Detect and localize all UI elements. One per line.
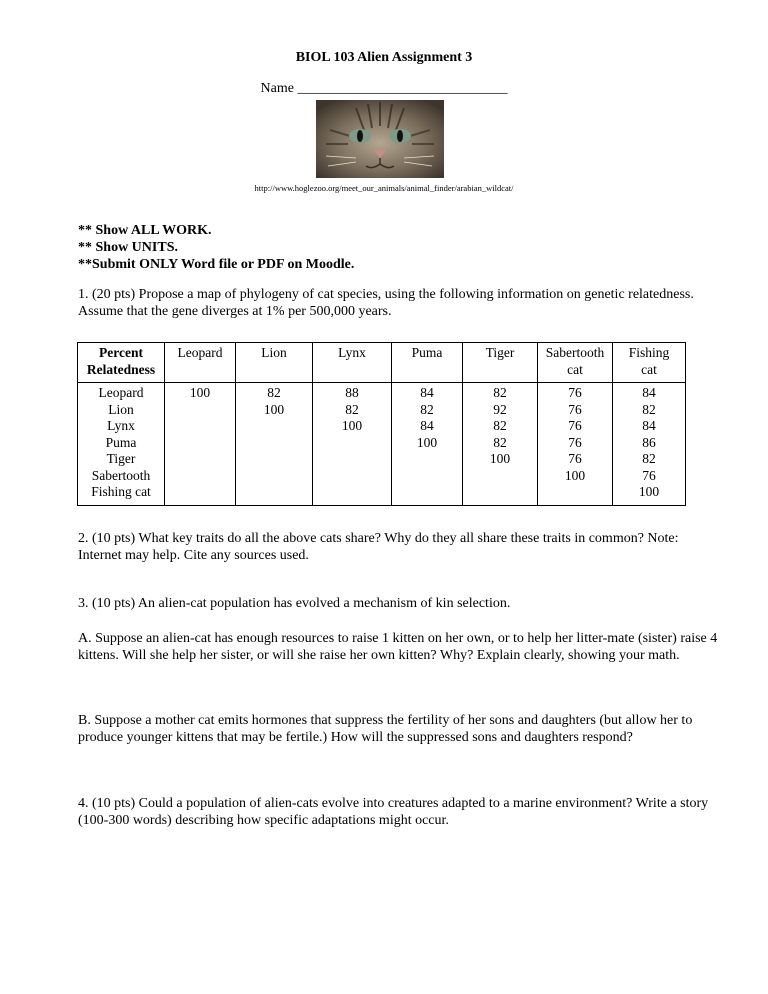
leopard-values (165, 383, 236, 506)
lion-values (236, 383, 313, 506)
table-cell: 100 (416, 434, 438, 450)
table-cell: 76 (568, 451, 582, 466)
table-cell: 82 (642, 451, 656, 466)
cat-photo (316, 100, 444, 178)
table-cell: 100 (341, 418, 363, 433)
column-header-leopard: Leopard (165, 343, 236, 383)
puma-values (392, 383, 463, 506)
instruction-submit: **Submit ONLY Word file or PDF on Moodle. (78, 257, 355, 272)
table-cell: 82 (493, 434, 507, 450)
column-header-lynx: Lynx (313, 343, 392, 383)
question-3: 3. (10 pts) An alien-cat population has evolved a mechanism of kin selection. (78, 596, 511, 611)
row-label-lion: Lion (108, 401, 134, 417)
question-1: 1. (20 pts) Propose a map of phylogeny of cat species, using the following information on genetic relatedness. Assume that the gene diverges at 1% per 500,000 years. (78, 287, 694, 319)
image-source-url: http://www.hoglezoo.org/meet_our_animals/animal_finder/arabian_wildcat/ (254, 183, 514, 193)
question-3-part-b: B. Suppose a mother cat emits hormones that suppress the fertility of her sons and daughters (but allow her to produce younger kittens that may be fertile.) How will the suppressed sons and daughters respond? (78, 713, 693, 745)
table-cell: 76 (568, 385, 582, 400)
table-cell: 82 (642, 401, 656, 417)
table-cell: 92 (493, 401, 507, 417)
table-cell: 82 (493, 385, 507, 400)
table-cell: 82 (420, 401, 434, 417)
lynx-values (313, 383, 392, 506)
table-cell: 100 (189, 385, 211, 400)
question-3-part-a: A. Suppose an alien-cat has enough resources to raise 1 kitten on her own, or to help her litter-mate (sister) raise 4 kittens. Will she help her sister, or will she raise her own kitten? Why? Explain clearly, showing your math. (78, 631, 718, 663)
table-cell: 82 (267, 385, 281, 400)
table-cell: 76 (642, 467, 656, 483)
table-cell: 84 (642, 385, 656, 400)
question-4: 4. (10 pts) Could a population of alien-cats evolve into creatures adapted to a marine environment? Write a story (100-300 words) describing how specific adaptations might occur. (78, 796, 709, 828)
instructions (78, 222, 354, 273)
table-cell: 76 (568, 401, 582, 417)
row-labels (78, 383, 165, 506)
table-row (78, 383, 686, 506)
row-label-lynx: Lynx (107, 418, 135, 433)
row-label-leopard: Leopard (98, 385, 144, 400)
row-label-fishing-cat: Fishing cat (91, 484, 151, 499)
row-label-sabertooth: Sabertooth (91, 467, 151, 483)
fishing-cat-values (613, 383, 686, 506)
row-label-tiger: Tiger (106, 451, 136, 466)
table-cell: 86 (642, 434, 656, 450)
question-2: 2. (10 pts) What key traits do all the above cats share? Why do they all share these traits in common? Note: Internet may help. Cite any sources used. (78, 531, 679, 563)
table-cell: 84 (420, 418, 434, 433)
instruction-show-units: ** Show UNITS. (78, 240, 178, 255)
cat-face-illustration (316, 100, 444, 178)
name-field-line: Name ______________________________ (260, 81, 508, 96)
table-row (78, 343, 686, 383)
table-cell: 100 (489, 451, 511, 466)
column-header-fishing-cat: Fishing cat (613, 343, 686, 383)
table-cell: 76 (568, 418, 582, 433)
table-cell: 100 (263, 401, 285, 417)
column-header-sabertooth: Sabertooth cat (538, 343, 613, 383)
row-label-puma: Puma (105, 434, 137, 450)
table-cell: 82 (493, 418, 507, 433)
column-header-lion: Lion (236, 343, 313, 383)
table-cell: 84 (420, 385, 434, 400)
tiger-values (463, 383, 538, 506)
table-cell: 88 (345, 385, 359, 400)
sabertooth-values (538, 383, 613, 506)
table-cell: 100 (564, 467, 586, 483)
table-cell: 76 (568, 434, 582, 450)
column-header-puma: Puma (392, 343, 463, 383)
document-title: BIOL 103 Alien Assignment 3 (295, 50, 473, 65)
table-cell: 100 (638, 484, 660, 499)
column-header-tiger: Tiger (463, 343, 538, 383)
table-cell: 84 (642, 418, 656, 433)
instruction-show-work: ** Show ALL WORK. (78, 223, 212, 238)
relatedness-table (77, 342, 686, 506)
corner-header: Percent Relatedness (78, 343, 165, 383)
table-cell: 82 (345, 401, 359, 417)
